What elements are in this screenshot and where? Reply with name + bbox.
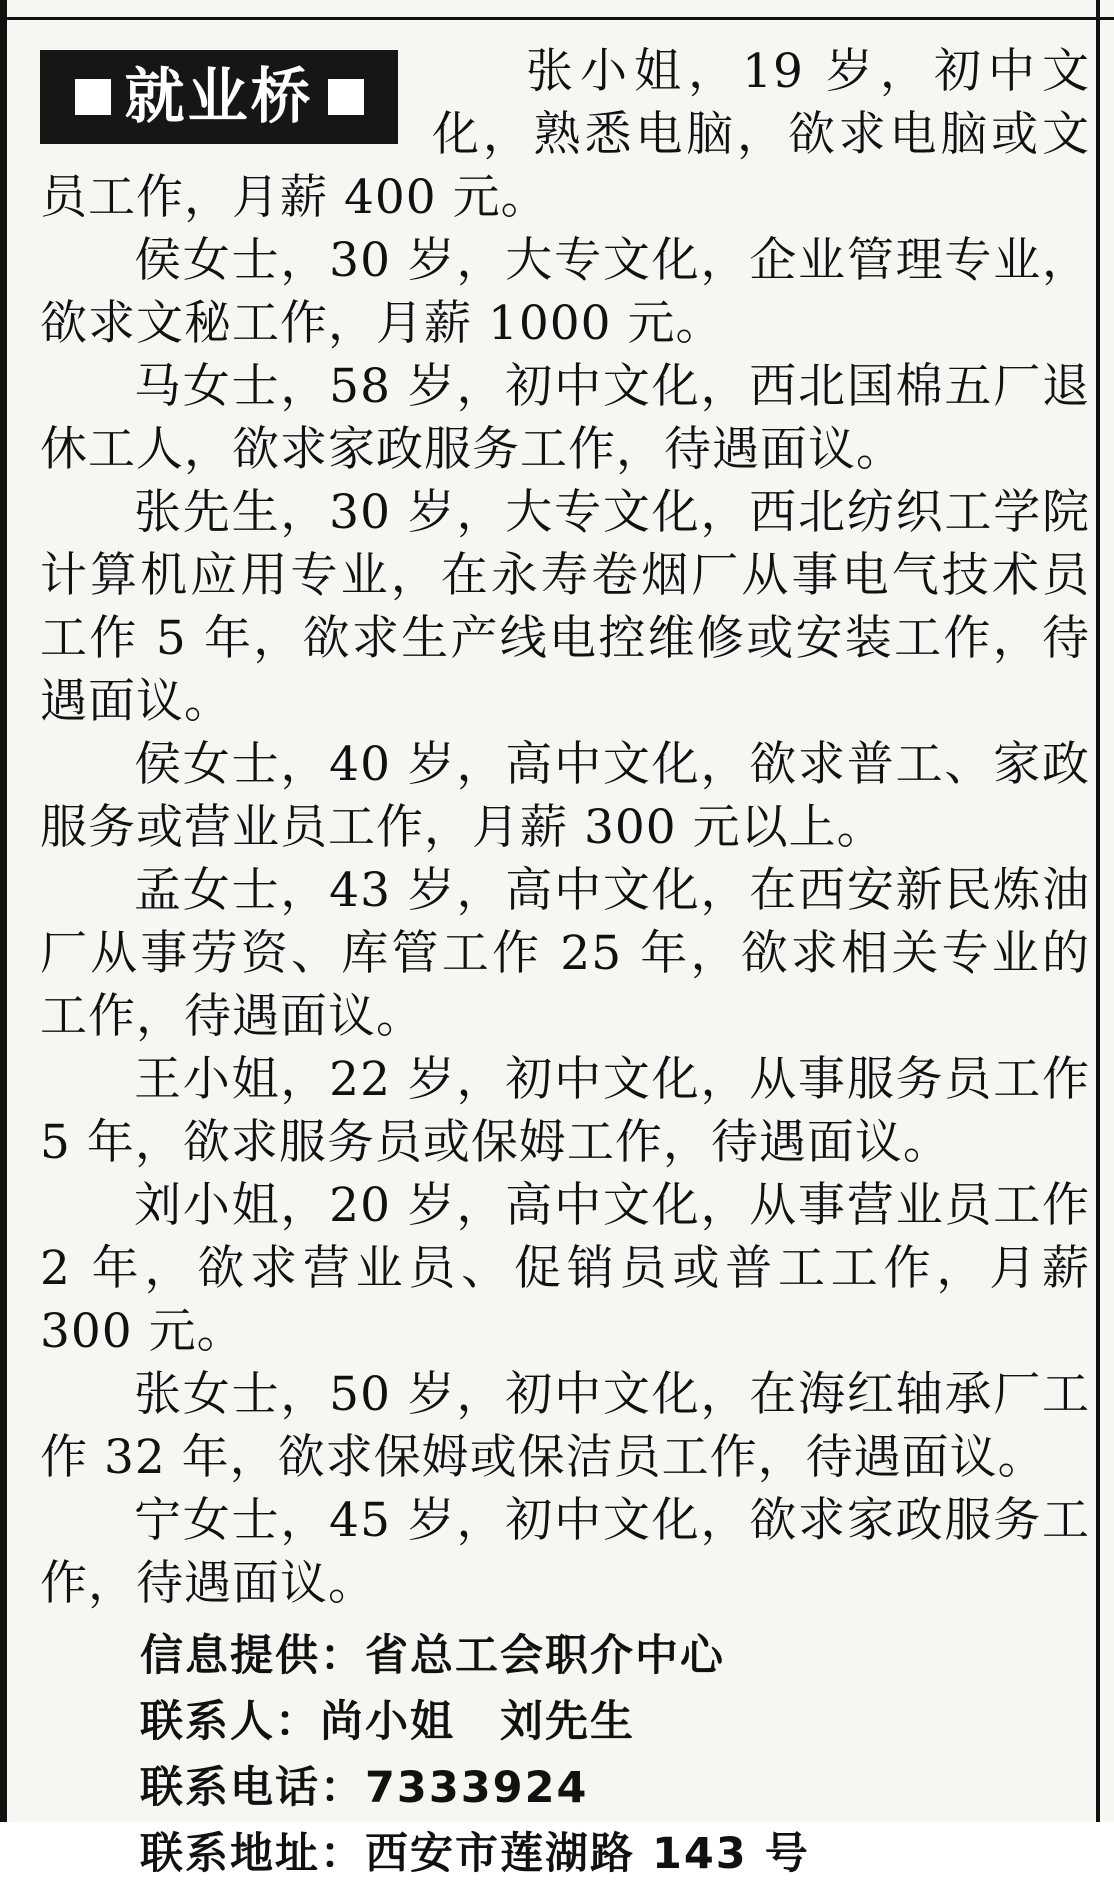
job-seeker-listing: 张女士，50 岁，初中文化，在海红轴承厂工作 32 年，欲求保姆或保洁员工作，待遇面议。 [40, 1367, 1090, 1485]
top-border-rule [0, 0, 1114, 20]
section-title: 就业桥 [124, 62, 314, 132]
masthead-left-block [75, 79, 111, 115]
article-column [40, 40, 1090, 1887]
left-border-rule [0, 0, 7, 1822]
section-masthead [40, 50, 398, 144]
job-seeker-listing: 张小姐，19 岁，初中文化，熟悉电脑，欲求电脑或文员工作，月薪 400 元。 [40, 44, 1090, 225]
job-seeker-listing: 侯女士，40 岁，高中文化，欲求普工、家政服务或营业员工作，月薪 300 元以上。 [40, 737, 1090, 855]
masthead-right-block [328, 79, 364, 115]
info-contacts: 联系人：尚小姐 刘先生 [140, 1697, 635, 1747]
job-seeker-listing: 马女士，58 岁，初中文化，西北国棉五厂退休工人，欲求家政服务工作，待遇面议。 [40, 359, 1090, 477]
info-phone: 联系电话：7333924 [140, 1763, 589, 1813]
info-address: 联系地址：西安市莲湖路 143 号 [140, 1829, 810, 1879]
job-seeker-listing: 宁女士，45 岁，初中文化，欲求家政服务工作，待遇面议。 [40, 1493, 1090, 1611]
job-seeker-listing: 侯女士，30 岁，大专文化，企业管理专业，欲求文秘工作，月薪 1000 元。 [40, 233, 1090, 351]
right-border-rule [1096, 0, 1100, 1822]
job-seeker-listing: 王小姐，22 岁，初中文化，从事服务员工作 5 年，欲求服务员或保姆工作，待遇面议。 [40, 1052, 1090, 1170]
job-seeker-listing: 刘小姐，20 岁，高中文化，从事营业员工作 2 年，欲求营业员、促销员或普工工作，月薪 300 元。 [40, 1178, 1090, 1359]
job-seeker-listing: 孟女士，43 岁，高中文化，在西安新民炼油厂从事劳资、库管工作 25 年，欲求相关专业的工作，待遇面议。 [40, 863, 1090, 1044]
job-seeker-listing: 张先生，30 岁，大专文化，西北纺织工学院计算机应用专业，在永寿卷烟厂从事电气技术员工作 5 年，欲求生产线电控维修或安装工作，待遇面议。 [40, 485, 1090, 729]
contact-info-block [40, 1623, 1090, 1887]
info-provider: 信息提供：省总工会职介中心 [140, 1631, 725, 1681]
